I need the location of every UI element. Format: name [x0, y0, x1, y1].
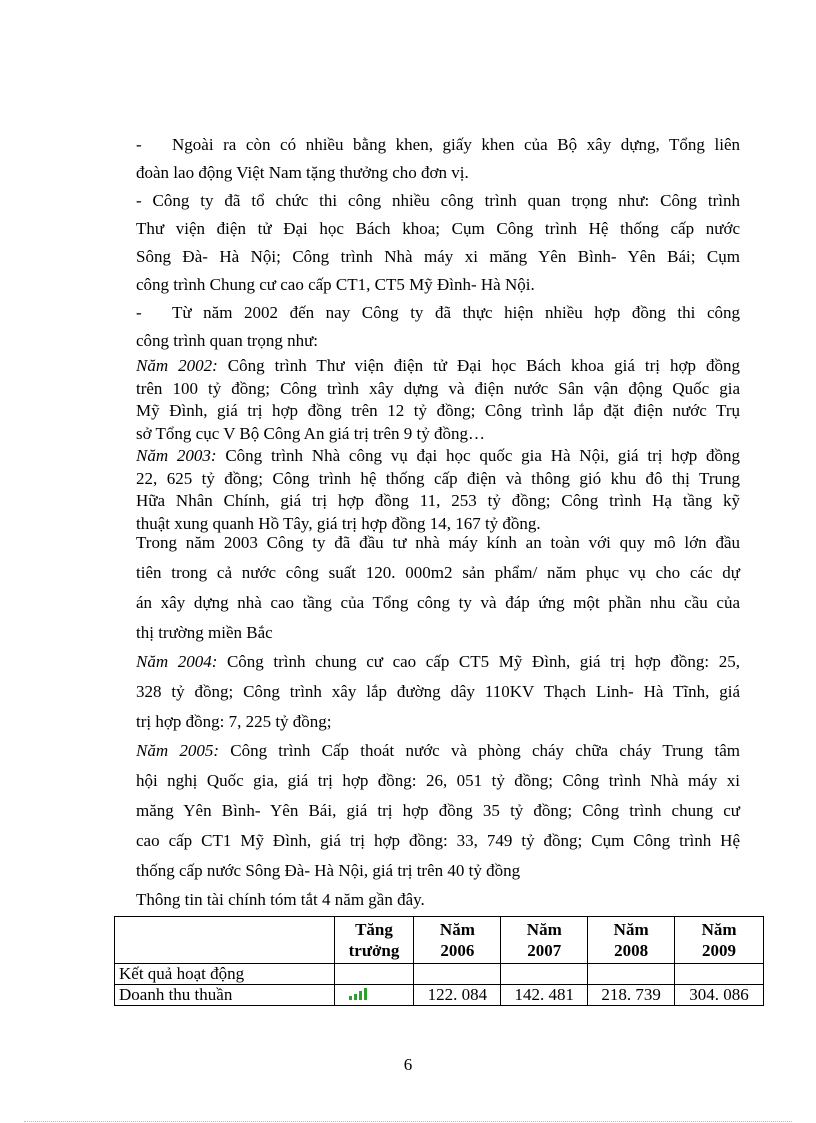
investment-l2: tiên trong cả nước công suất 120. 000m2 sản phẩm/ năm phục vụ cho các dự — [136, 563, 740, 582]
header-growth: Tăng trưởng — [334, 917, 414, 964]
bullet-dash: - — [136, 303, 142, 322]
year-2004-label: Năm 2004: — [136, 652, 218, 671]
year-2003-l2: 22, 625 tỷ đồng; Công trình hệ thống cấp điện và thông gió khu đô thị Trung — [136, 468, 740, 488]
value-2008: 218. 739 — [588, 985, 675, 1006]
paragraph-awards: - Ngoài ra còn có nhiều bằng khen, giấy khen của Bộ xây dựng, Tổng liên — [136, 131, 740, 159]
paragraph-contracts-l2: công trình quan trọng như: — [136, 331, 319, 350]
paragraph-projects-l3: Sông Đà- Hà Nội; Công trình Nhà máy xi măng Yên Bình- Yên Bái; Cụm — [136, 247, 740, 266]
paragraph-projects-l1: - Công ty đã tổ chức thi công nhiều công trình quan trọng như: Công trình — [136, 191, 740, 210]
value-2007: 142. 481 — [501, 985, 588, 1006]
header-year-2009: Năm 2009 — [675, 917, 764, 964]
section-label: Kết quả hoạt động — [115, 964, 335, 985]
paragraph-contracts-l1: - Từ năm 2002 đến nay Công ty đã thực hiện nhiều hợp đồng thi công — [136, 299, 740, 327]
row-label-net-revenue: Doanh thu thuần — [115, 985, 335, 1006]
year-2002-l2: trên 100 tỷ đồng; Công trình xây dựng và điện nước Sân vận động Quốc gia — [136, 378, 740, 398]
bullet-dash: - — [136, 135, 142, 154]
year-2003-label: Năm 2003: — [136, 446, 217, 465]
year-2003-l4: thuật xung quanh Hồ Tây, giá trị hợp đồng 14, 167 tỷ đồng. — [136, 513, 541, 533]
table-header-row — [115, 917, 764, 964]
year-2004-l3: trị hợp đồng: 7, 225 tỷ đồng; — [136, 712, 332, 731]
year-2004-l2: 328 tỷ đồng; Công trình xây lắp đường dây 110KV Thạch Linh- Hà Tĩnh, giá — [136, 682, 740, 701]
growth-cell — [334, 985, 414, 1006]
paragraph-awards-line2: đoàn lao động Việt Nam tặng thưởng cho đơn vị. — [136, 163, 469, 182]
year-2002-l1: Năm 2002: Công trình Thư viện điện tử Đại học Bách khoa giá trị hợp đồng — [136, 356, 740, 375]
year-2005-l3: măng Yên Bình- Yên Bái, giá trị hợp đồng 35 tỷ đồng; Công trình chung cư — [136, 801, 740, 820]
year-2004-l1: Năm 2004: Công trình chung cư cao cấp CT5 Mỹ Đình, giá trị hợp đồng: 25, — [136, 652, 740, 671]
year-2002-l4: sở Tổng cục V Bộ Công An giá trị trên 9 tỷ đồng… — [136, 423, 485, 443]
year-2005-l1: Năm 2005: Công trình Cấp thoát nước và phòng cháy chữa cháy Trung tâm — [136, 741, 740, 760]
page-bottom-divider — [24, 1121, 792, 1122]
investment-l4: thị trường miền Bắc — [136, 623, 273, 642]
year-2005-l4: cao cấp CT1 Mỹ Đình, giá trị hợp đồng: 33, 749 tỷ đồng; Cụm Công trình Hệ — [136, 831, 740, 850]
year-2005-l5: thống cấp nước Sông Đà- Hà Nội, giá trị trên 40 tỷ đồng — [136, 861, 521, 880]
header-year-2008: Năm 2008 — [588, 917, 675, 964]
header-year-2007: Năm 2007 — [501, 917, 588, 964]
year-2003-l3: Hữa Nhân Chính, giá trị hợp đồng 11, 253 tỷ đồng; Công trình Hạ tầng kỹ — [136, 491, 740, 510]
year-2003-l1: Năm 2003: Công trình Nhà công vụ đại học quốc gia Hà Nội, giá trị hợp đồng — [136, 446, 740, 465]
year-2005-label: Năm 2005: — [136, 741, 220, 760]
year-2002-l3: Mỹ Đình, giá trị hợp đồng trên 12 tỷ đồng; Công trình lắp đặt điện nước Trụ — [136, 401, 740, 420]
bar-growth-icon — [349, 988, 367, 1000]
page-number: 6 — [403, 1055, 413, 1074]
table-row — [115, 985, 764, 1006]
table-section-row — [115, 964, 764, 985]
value-2006: 122. 084 — [414, 985, 501, 1006]
table-intro: Thông tin tài chính tóm tắt 4 năm gần đây. — [136, 890, 425, 909]
investment-l3: án xây dựng nhà cao tầng của Tổng công ty và đáp ứng một phần nhu cầu của — [136, 593, 740, 612]
year-2002-label: Năm 2002: — [136, 356, 218, 375]
investment-l1: Trong năm 2003 Công ty đã đầu tư nhà máy kính an toàn với quy mô lớn đầu — [136, 533, 740, 552]
year-2005-l2: hội nghị Quốc gia, giá trị hợp đồng: 26, 051 tỷ đồng; Công trình Nhà máy xi — [136, 771, 740, 790]
header-year-2006: Năm 2006 — [414, 917, 501, 964]
paragraph-projects-l2: Thư viện điện tử Đại học Bách khoa; Cụm Công trình Hệ thống cấp nước — [136, 219, 740, 238]
value-2009: 304. 086 — [675, 985, 764, 1006]
header-empty-cell — [115, 917, 335, 964]
paragraph-projects-l4: công trình Chung cư cao cấp CT1, CT5 Mỹ Đình- Hà Nội. — [136, 275, 535, 294]
financial-summary-table — [114, 916, 764, 1006]
